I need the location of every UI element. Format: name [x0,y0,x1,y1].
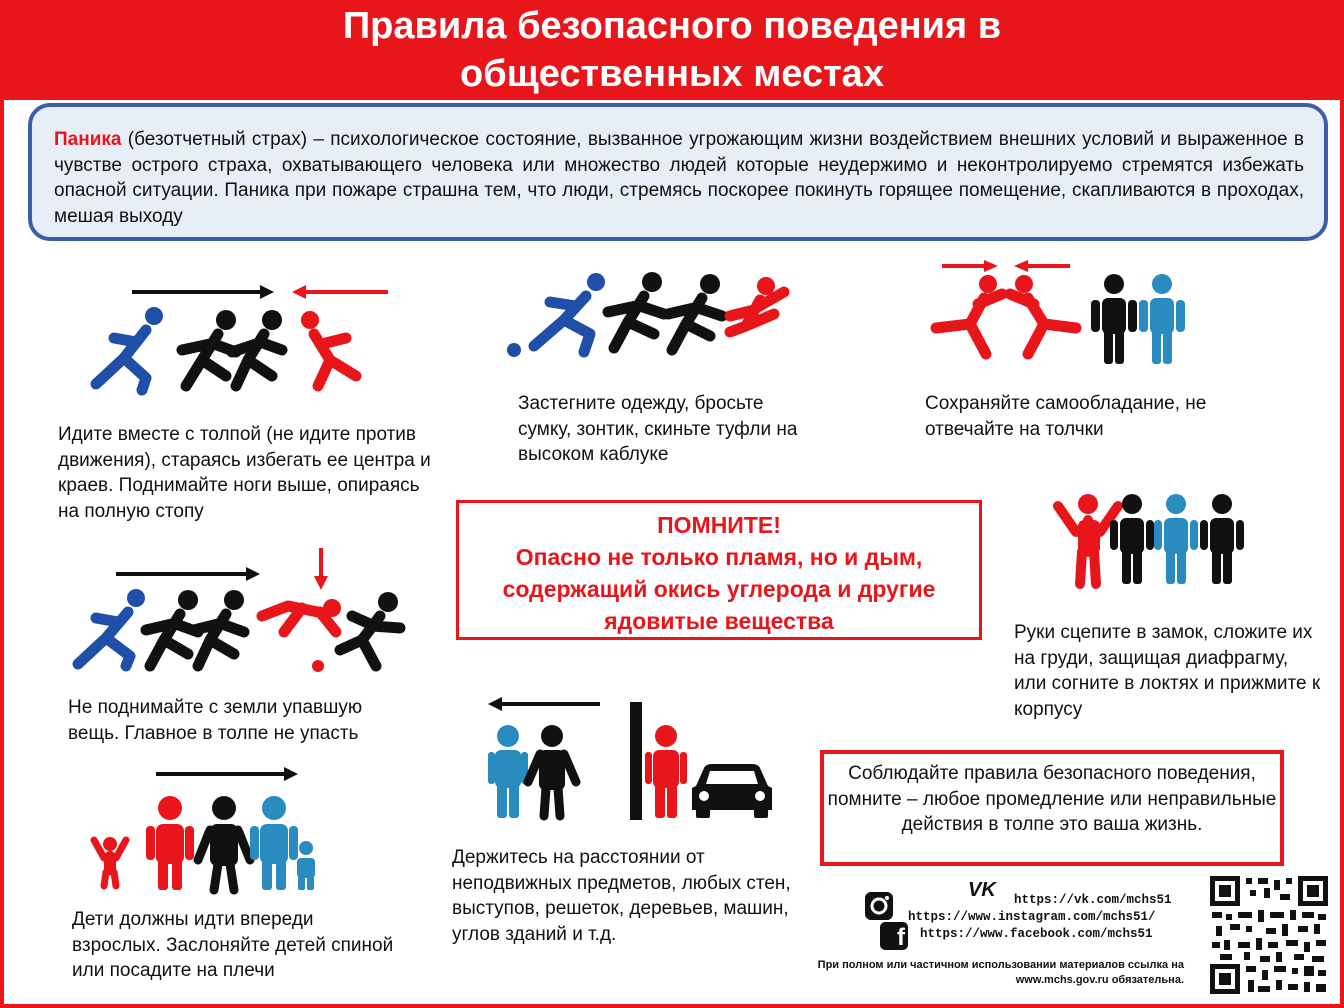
rule-crowd-text: Идите вместе с толпой (не идите против движения), стараясь избегать ее центра и краев. Поднимайте ноги выше, опираясь на полную стопу [58,424,431,522]
rule-calm-text: Сохраняйте самообладание, не отвечайте на толчки [925,393,1207,440]
children-front-illustration [86,766,326,896]
falling-illustration [70,546,410,676]
facebook-link[interactable]: https://www.facebook.com/mchs51 [920,927,1153,941]
page-title-line-2: общественных местах [460,53,884,95]
keep-distance-illustration [488,692,788,822]
rule-arms-text: Руки сцепите в замок, сложите их на груди, защищая диафрагму, или согните в локтях и прижмите к корпусу [1014,622,1321,720]
pushing-illustration [926,258,1196,368]
instagram-icon[interactable] [864,891,894,921]
panic-definition-text: (безотчетный страх) – психологическое состояние, вызванное угрожающим жизни воздействием внешних условий и выраженное в чувстве острого страха, охватывающего человека или множество людей которые неудержимо и неконтролируемо стремятся избежать опасной ситуации. Паника при пожаре страшна тем, что люди, стремясь поскорее покинуть горящее помещение, скапливаются в проходах, мешая выходу [54,129,1304,227]
arms-protect-illustration [1050,492,1260,588]
final-advice-text: Соблюдайте правила безопасного поведения, помните – любое промедление или неправильные действия в толпе это ваша жизнь. [827,763,1277,835]
instagram-link[interactable]: https://www.instagram.com/mchs51/ [908,910,1156,924]
rule-clothes-text: Застегните одежду, бросьте сумку, зонтик, скиньте туфли на высоком каблуке [518,393,798,465]
qr-code[interactable] [1210,876,1328,994]
rule-distance-text: Держитесь на расстоянии от неподвижных предметов, любых стен, выступов, решеток, деревьев, машин, углов зданий и т.д. [452,847,791,945]
panic-definition-box [28,103,1328,241]
copyright-note: При полном или частичном использовании материалов ссылка на www.mchs.gov.ru обязательна. [817,959,1184,986]
facebook-icon[interactable]: f [880,922,908,950]
dropping-items-illustration [504,272,804,362]
warning-box [456,500,982,640]
page-title-line-1: Правила безопасного поведения в [342,5,1002,47]
crowd-running-illustration [86,280,406,400]
warning-text: Опасно не только пламя, но и дым, содержащий окись углерода и другие ядовитые вещества [502,544,936,634]
warning-title: ПОМНИТЕ! [657,512,781,538]
rule-fall-text: Не поднимайте с земли упавшую вещь. Главное в толпе не упасть [68,697,363,744]
final-advice-box [820,750,1284,866]
vk-link[interactable]: https://vk.com/mchs51 [1014,893,1172,907]
panic-term: Паника [54,129,122,150]
vk-icon[interactable]: VK [968,879,996,901]
page-header [0,0,1344,100]
rule-children-text: Дети должны идти впереди взрослых. Заслоняйте детей спиной или посадите на плечи [72,909,394,981]
